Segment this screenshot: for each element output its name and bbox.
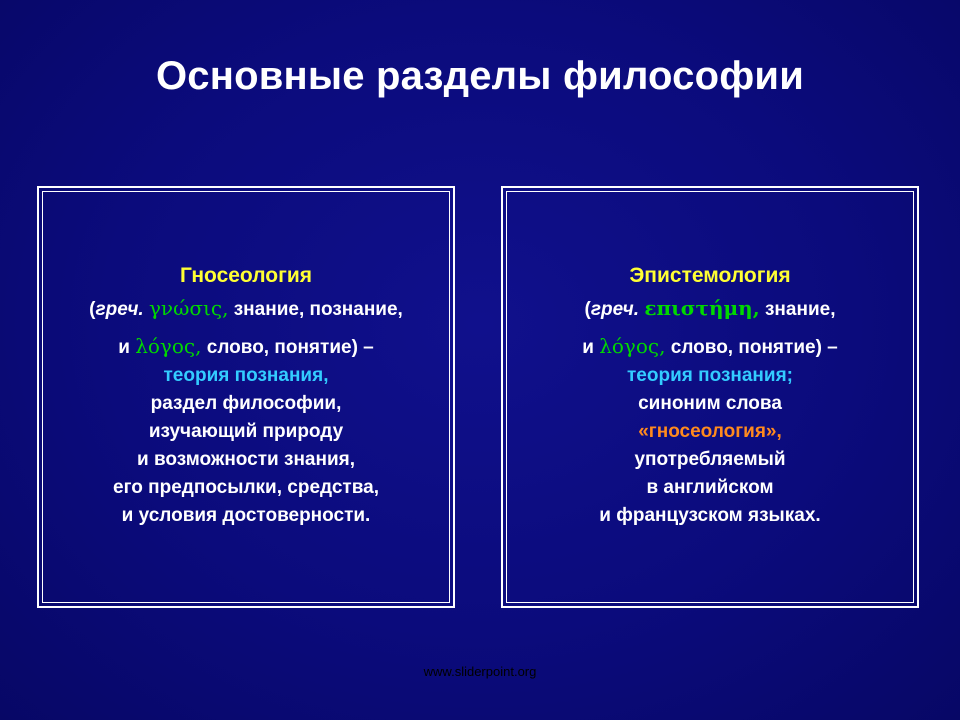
greek-word-logos: λόγος, (135, 334, 202, 358)
epistemology-theory-line: теория познания; (626, 365, 794, 386)
gnoseology-definition-line-1: раздел философии, (150, 393, 342, 414)
epistemology-definition-line-3: в английском (646, 477, 774, 498)
epistemology-definition-line-4: и французском языках. (599, 505, 821, 526)
open-paren: ( (89, 299, 96, 320)
conjunction: и (118, 337, 130, 358)
gnoseology-definition-line-3: и возможности знания, (136, 449, 356, 470)
epistemology-etymology-line-1 (503, 294, 917, 324)
gnoseology-heading: Гносеология (179, 264, 313, 287)
conjunction: и (582, 337, 594, 358)
epistemology-meaning-1: знание, (764, 299, 836, 320)
grech-abbrev: греч. (590, 299, 640, 320)
gnoseology-meaning-1: знание, познание, (233, 299, 403, 320)
epistemology-heading: Эпистемология (629, 264, 791, 287)
epistemology-definition-line-1: синоним слова (638, 393, 782, 414)
gnoseology-card-body (39, 262, 453, 530)
epistemology-card (501, 186, 919, 608)
footer-watermark: www.sliderpoint.org (423, 664, 537, 679)
open-paren: ( (584, 299, 591, 320)
gnoseology-meaning-2: слово, понятие) – (206, 337, 374, 358)
greek-word-logos: λόγος, (599, 334, 666, 358)
gnoseology-card (37, 186, 455, 608)
epistemology-synonym-term: «гносеология», (638, 421, 782, 442)
grech-abbrev: греч. (95, 299, 144, 320)
gnoseology-definition-line-2: изучающий природу (148, 421, 344, 442)
gnoseology-theory-line: теория познания, (163, 365, 329, 386)
gnoseology-etymology-line-2 (39, 332, 453, 362)
gnoseology-definition-line-5: и условия достоверности. (121, 505, 371, 526)
greek-word-episteme: επιστήμη, (644, 296, 760, 320)
epistemology-meaning-2: слово, понятие) – (670, 337, 838, 358)
epistemology-card-body (503, 262, 917, 530)
epistemology-etymology-line-2 (503, 332, 917, 362)
gnoseology-definition-line-4: его предпосылки, средства, (113, 477, 379, 498)
gnoseology-etymology-line-1 (39, 294, 453, 324)
epistemology-definition-line-2: употребляемый (634, 449, 786, 470)
greek-word-gnosis: γνώσις, (148, 296, 229, 320)
slide-title: Основные разделы философии (155, 54, 805, 98)
